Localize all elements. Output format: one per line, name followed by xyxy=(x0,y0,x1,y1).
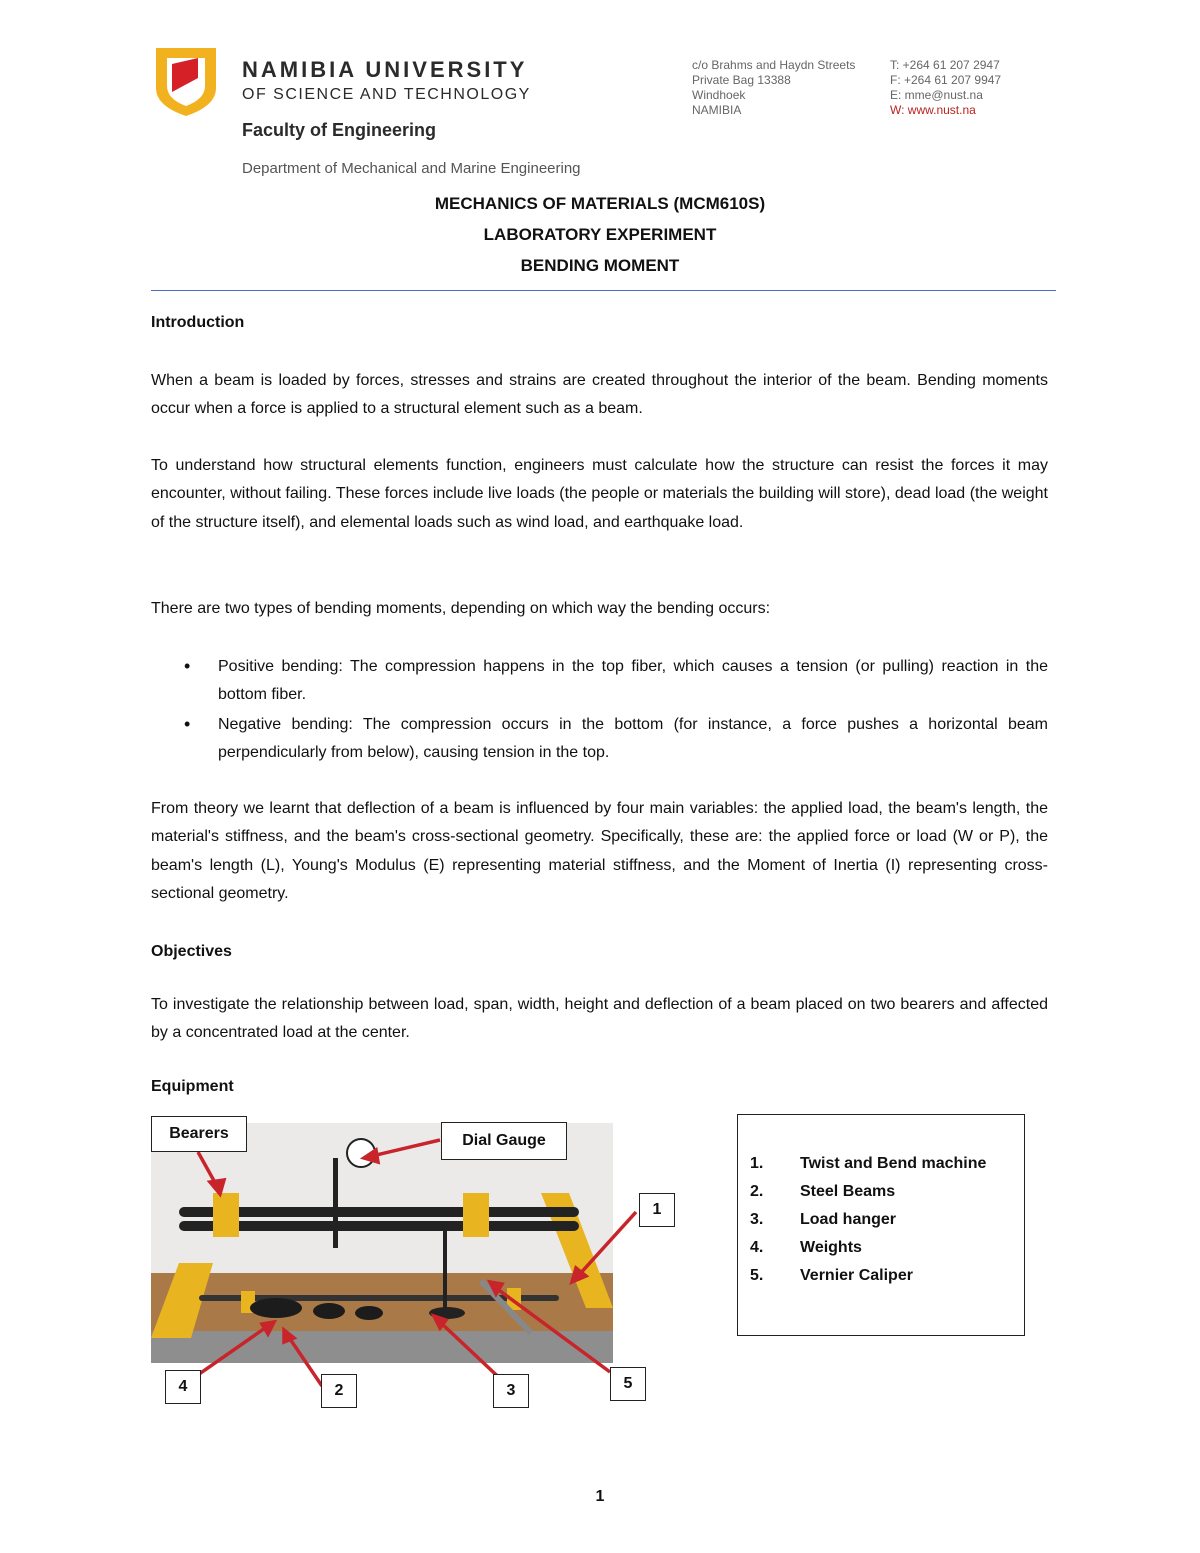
university-subtitle: OF SCIENCE AND TECHNOLOGY xyxy=(242,86,531,103)
address-line: Private Bag 13388 xyxy=(692,73,791,87)
item-label: Load hanger xyxy=(800,1211,897,1228)
equipment-item xyxy=(750,1183,895,1201)
equipment-item xyxy=(750,1239,862,1257)
introduction-heading: Introduction xyxy=(151,314,245,331)
item-number: 2. xyxy=(750,1183,764,1200)
experiment-title: BENDING MOMENT xyxy=(520,256,680,275)
fax-line: F: +264 61 207 9947 xyxy=(890,73,1002,87)
address-line: c/o Brahms and Haydn Streets xyxy=(692,58,856,72)
callout-arrows xyxy=(140,1110,700,1410)
contact-block xyxy=(890,58,1001,118)
page-number: 1 xyxy=(595,1488,605,1505)
address-line: Windhoek xyxy=(692,88,746,102)
equipment-item xyxy=(750,1211,896,1229)
intro-paragraph-4: From theory we learnt that deflection of a beam is influenced by four main variables: the applied load, the beam's length, the material's stiffness, and the beam's cross-sectional geometry. Specifically, these are: the applied force or load (W or P), the beam's length (L), Young's Modulus (E) representing material stiffness, and the Moment of Inertia (I) representing cross-sectional geometry. xyxy=(151,800,1048,902)
equipment-heading: Equipment xyxy=(151,1078,234,1095)
item-label: Steel Beams xyxy=(800,1183,896,1200)
document-type-title: LABORATORY EXPERIMENT xyxy=(483,225,717,244)
university-logo-icon xyxy=(150,44,222,118)
intro-paragraph-1: When a beam is loaded by forces, stresses and strains are created throughout the interior of the beam. Bending moments occur when a force is applied to a structural element such as a beam. xyxy=(151,372,1048,418)
objectives-heading: Objectives xyxy=(151,943,232,960)
item-label: Twist and Bend machine xyxy=(800,1155,987,1172)
address-block xyxy=(692,58,855,118)
item-label: Weights xyxy=(800,1239,862,1256)
item-number: 3. xyxy=(750,1211,764,1228)
callout-number-2: 2 xyxy=(321,1374,357,1408)
equipment-item xyxy=(750,1267,913,1285)
intro-paragraph-2: To understand how structural elements function, engineers must calculate how the structure can resist the forces it may encounter, without failing. These forces include live loads (the people or materials the building will store), dead load (the weight of the structure itself), and elemental loads such as wind load, and earthquake load. xyxy=(151,457,1048,531)
faculty-name: Faculty of Engineering xyxy=(242,120,437,140)
callout-bearers: Bearers xyxy=(151,1116,247,1152)
website-link[interactable]: W: www.nust.na xyxy=(890,103,976,117)
objectives-text: To investigate the relationship between load, span, width, height and deflection of a beam placed on two bearers and affected by a concentrated load at the center. xyxy=(151,996,1048,1042)
bullet-negative-bending: Negative bending: The compression occurs in the bottom (for instance, a force pushes a horizontal beam perpendicularly from below), causing tension in the top. xyxy=(218,716,1048,762)
bullet-marker: • xyxy=(184,656,191,676)
university-name: NAMIBIA UNIVERSITY xyxy=(242,57,528,82)
callout-number-4: 4 xyxy=(165,1370,201,1404)
callout-number-5: 5 xyxy=(610,1367,646,1401)
item-number: 5. xyxy=(750,1267,764,1284)
equipment-list-box xyxy=(737,1114,1025,1336)
bullet-positive-bending: Positive bending: The compression happens in the top fiber, which causes a tension (or pulling) reaction in the bottom fiber. xyxy=(218,658,1048,704)
address-line: NAMIBIA xyxy=(692,103,742,117)
phone-line: T: +264 61 207 2947 xyxy=(890,58,1000,72)
callout-dial-gauge: Dial Gauge xyxy=(441,1122,567,1160)
intro-paragraph-3: There are two types of bending moments, depending on which way the bending occurs: xyxy=(151,600,771,617)
item-label: Vernier Caliper xyxy=(800,1267,913,1284)
bullet-marker: • xyxy=(184,714,191,734)
item-number: 4. xyxy=(750,1239,764,1256)
course-title: MECHANICS OF MATERIALS (MCM610S) xyxy=(434,194,766,213)
callout-number-1: 1 xyxy=(639,1193,675,1227)
email-line: E: mme@nust.na xyxy=(890,88,983,102)
department-name: Department of Mechanical and Marine Engineering xyxy=(242,160,581,177)
title-divider xyxy=(151,290,1056,291)
item-number: 1. xyxy=(750,1155,764,1172)
callout-number-3: 3 xyxy=(493,1374,529,1408)
equipment-item xyxy=(750,1155,986,1173)
